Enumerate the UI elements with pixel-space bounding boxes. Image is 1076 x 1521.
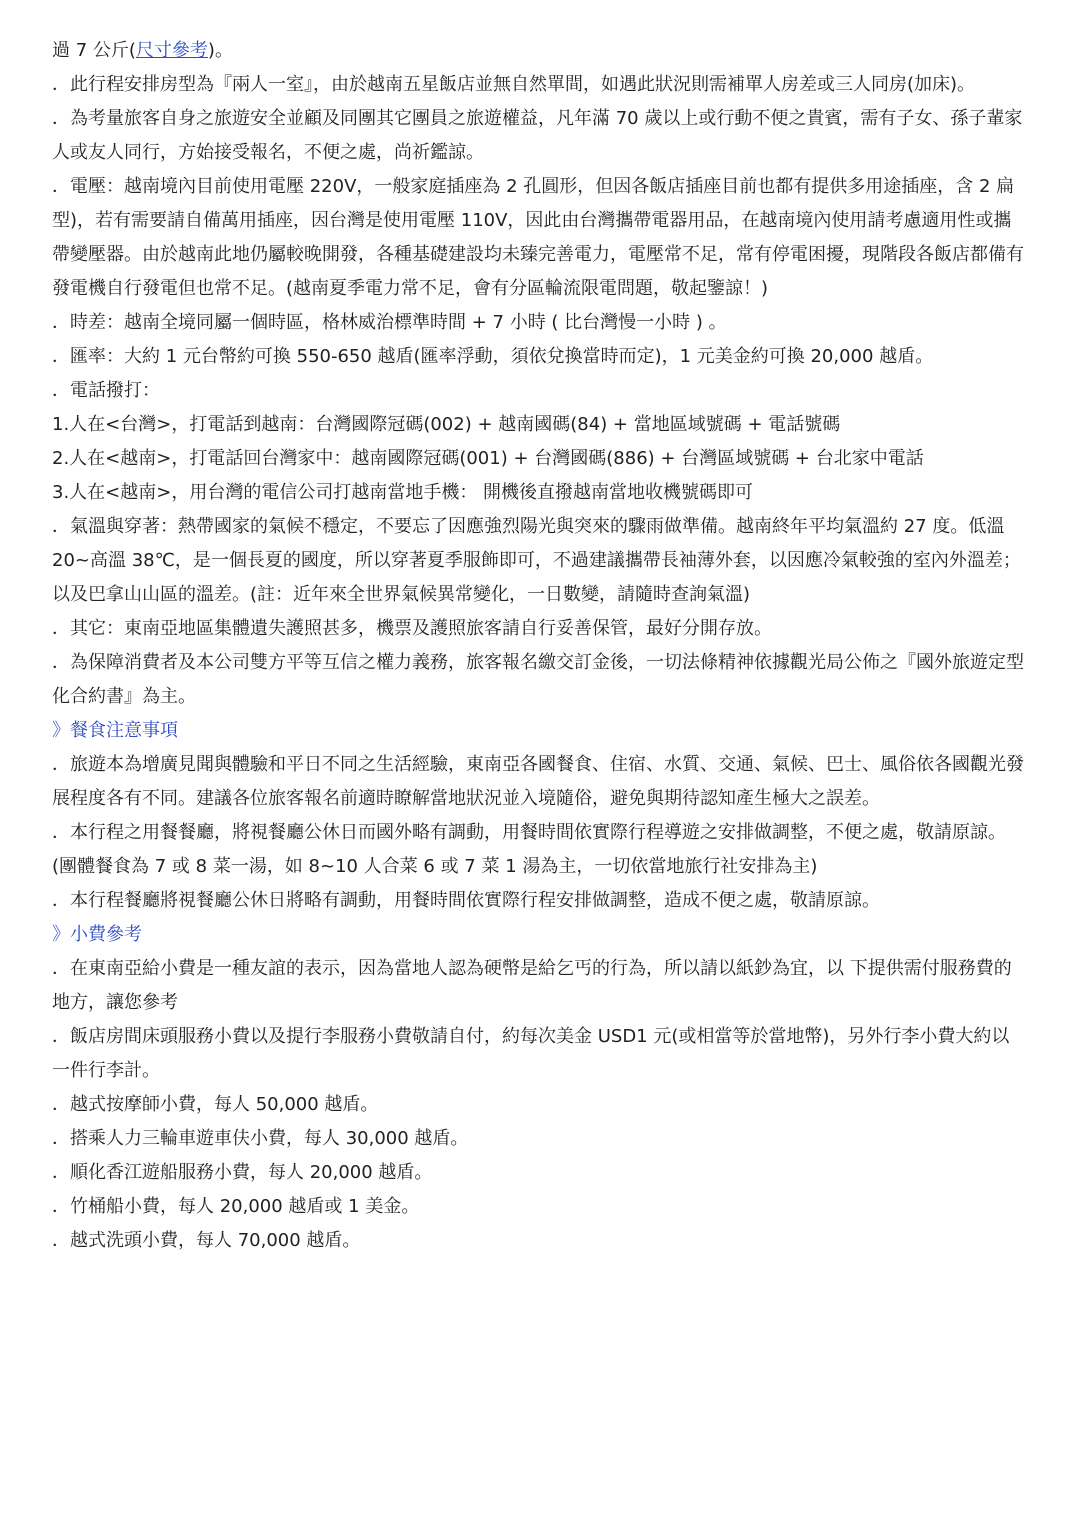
note-contract: ．為保障消費者及本公司雙方平等互信之權力義務，旅客報名繳交訂金後，一切法條精神依據觀光局公佈之『國外旅遊定型化合約書』為主。 — [52, 652, 1024, 707]
phone-step-3: 3.人在<越南>，用台灣的電信公司打越南當地手機： 開機後直撥越南當地收機號碼即可 — [52, 482, 754, 503]
meal-note-3: ．本行程餐廳將視餐廳公休日將略有調動，用餐時間依實際行程安排做調整，造成不便之處，敬請原諒。 — [52, 890, 880, 911]
tip-hair-wash: ．越式洗頭小費，每人 70,000 越盾。 — [52, 1230, 361, 1251]
intro-after-link: )。 — [207, 40, 233, 61]
note-phone-calls: ．電話撥打： — [52, 380, 160, 401]
note-time-difference: ．時差：越南全境同屬一個時區，格林威治標準時間 + 7 小時 ( 比台灣慢一小時 ) 。 — [52, 312, 727, 333]
tip-massage: ．越式按摩師小費，每人 50,000 越盾。 — [52, 1094, 379, 1115]
note-voltage: ．電壓：越南境內目前使用電壓 220V，一般家庭插座為 2 孔圓形，但因各飯店插座目前也都有提供多用途插座，含 2 扁型)，若有需要請自備萬用插座，因台灣是使用電壓 110V，因此由台灣攜帶電器用品，在越南境內使用請考慮適用性或攜帶變壓器。由於越南此地仍屬較晚開發，各種基礎建設均未臻完善電力，電壓常不足，常有停電困擾，現階段各飯店都備有發電機自行發電但也常不足。(越南夏季電力常不足，會有分區輪流限電問題，敬起鑒諒！) — [52, 176, 1024, 299]
tip-cyclo: ．搭乘人力三輪車遊車伕小費，每人 30,000 越盾。 — [52, 1128, 469, 1149]
tip-intro: ．在東南亞給小費是一種友誼的表示，因為當地人認為硬幣是給乞丐的行為，所以請以紙鈔為宜，以 下提供需付服務費的地方，讓您參考 — [52, 958, 1012, 1013]
size-reference-link[interactable]: 尺寸參考 — [135, 40, 208, 61]
tip-basket-boat: ．竹桶船小費，每人 20,000 越盾或 1 美金。 — [52, 1196, 420, 1217]
phone-step-1: 1.人在<台灣>，打電話到越南：台灣國際冠碼(002) + 越南國碼(84) + 當地區域號碼 + 電話號碼 — [52, 414, 841, 435]
note-exchange-rate: ．匯率：大約 1 元台幣約可換 550-650 越盾(匯率浮動，須依兌換當時而定)，1 元美金約可換 20,000 越盾。 — [52, 346, 934, 367]
phone-step-2: 2.人在<越南>，打電話回台灣家中：越南國際冠碼(001) + 台灣國碼(886) + 台灣區域號碼 + 台北家中電話 — [52, 448, 924, 469]
tip-boat: ．順化香江遊船服務小費，每人 20,000 越盾。 — [52, 1162, 433, 1183]
tips-section-heading: 》小費參考 — [52, 924, 142, 945]
tip-hotel: ．飯店房間床頭服務小費以及提行李服務小費敬請自付，約每次美金 USD1 元(或相當等於當地幣)，另外行李小費大約以一件行李計。 — [52, 1026, 1010, 1081]
intro-before-link: 過 7 公斤( — [52, 40, 136, 61]
note-room-type: ．此行程安排房型為『兩人一室』，由於越南五星飯店並無自然單間，如遇此狀況則需補單人房差或三人同房(加床)。 — [52, 74, 976, 95]
meal-note-2: ．本行程之用餐餐廳，將視餐廳公休日而國外略有調動，用餐時間依實際行程導遊之安排做調整，不便之處，敬請原諒。(團體餐食為 7 或 8 菜一湯，如 8~10 人合菜 6 或 7 菜 1 湯為主，一切依當地旅行社安排為主) — [52, 822, 1006, 877]
intro-line — [52, 34, 1024, 68]
note-weather: ．氣溫與穿著：熱帶國家的氣候不穩定，不要忘了因應強烈陽光與突來的驟雨做準備。越南終年平均氣溫約 27 度。低溫 20~高溫 38℃，是一個長夏的國度，所以穿著夏季服飾即可，不過建議攜帶長袖薄外套，以因應冷氣較強的室內外溫差；以及巴拿山山區的溫差。(註：近年來全世界氣候異常變化，一日數變，請隨時查詢氣溫) — [52, 516, 1021, 605]
note-passport: ．其它：東南亞地區集體遺失護照甚多，機票及護照旅客請自行妥善保管，最好分開存放。 — [52, 618, 772, 639]
meal-note-1: ．旅遊本為增廣見聞與體驗和平日不同之生活經驗，東南亞各國餐食、住宿、水質、交通、氣候、巴士、風俗依各國觀光發展程度各有不同。建議各位旅客報名前適時瞭解當地狀況並入境隨俗，避免與期待認知產生極大之誤差。 — [52, 754, 1024, 809]
note-elderly: ．為考量旅客自身之旅遊安全並顧及同團其它團員之旅遊權益，凡年滿 70 歲以上或行動不便之貴賓，需有子女、孫子輩家人或友人同行，方始接受報名，不便之處，尚祈鑑諒。 — [52, 108, 1023, 163]
meal-section-heading: 》餐食注意事項 — [52, 720, 178, 741]
